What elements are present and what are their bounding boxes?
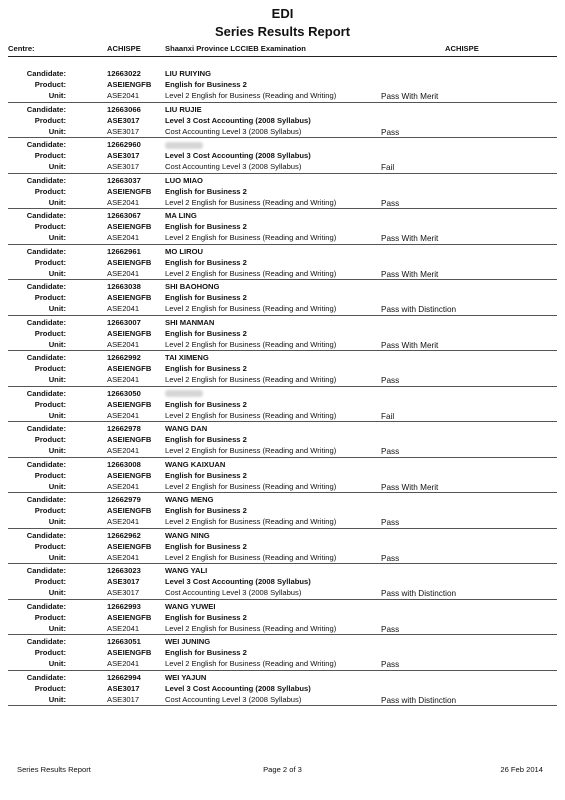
- unit-label: Unit:: [48, 339, 66, 349]
- product-row: [8, 399, 557, 410]
- product-row: [8, 292, 557, 303]
- unit-label: Unit:: [48, 623, 66, 633]
- product-label: Product:: [34, 399, 66, 409]
- candidate-record: [8, 529, 557, 565]
- unit-code: ASE2041: [107, 304, 140, 313]
- candidate-label: Candidate:: [26, 424, 66, 433]
- candidate-label: Candidate:: [26, 353, 66, 362]
- candidate-label: Candidate:: [26, 388, 66, 398]
- product-code: ASEIENGFB: [107, 257, 152, 267]
- product-label: Product:: [34, 470, 66, 480]
- unit-label: Unit:: [48, 375, 66, 384]
- result-grade: Pass with Distinction: [381, 305, 457, 314]
- candidate-name: LUO MIAO: [165, 175, 203, 185]
- unit-label: Unit:: [48, 517, 66, 526]
- product-name: Level 3 Cost Accounting (2008 Syllabus): [165, 115, 311, 125]
- product-code: ASE3017: [107, 577, 140, 586]
- product-label: Product:: [34, 328, 66, 338]
- product-name: English for Business 2: [165, 648, 247, 657]
- candidate-name: TAI XIMENG: [165, 353, 209, 362]
- product-label: Product:: [34, 577, 66, 586]
- product-row: [8, 79, 557, 90]
- candidate-label: Candidate:: [26, 69, 66, 78]
- result-grade: Fail: [381, 411, 395, 421]
- unit-code: ASE3017: [107, 126, 140, 136]
- product-row: [8, 363, 557, 374]
- product-code: ASEIENGFB: [107, 80, 152, 89]
- candidate-number: 12662962: [107, 530, 141, 540]
- unit-name: Level 2 English for Business (Reading and Writing): [165, 659, 337, 668]
- candidate-name: MA LING: [165, 211, 197, 220]
- unit-name: Level 2 English for Business (Reading and Writing): [165, 517, 337, 526]
- unit-name: Cost Accounting Level 3 (2008 Syllabus): [165, 694, 302, 704]
- candidate-number: 12663007: [107, 317, 141, 327]
- product-label: Product:: [34, 222, 66, 231]
- unit-row: [8, 516, 557, 527]
- product-code: ASEIENGFB: [107, 222, 152, 231]
- result-grade: Pass: [381, 127, 400, 137]
- product-label: Product:: [34, 151, 66, 160]
- candidate-number: 12663037: [107, 175, 141, 185]
- candidate-record: [8, 671, 557, 707]
- candidate-row: [8, 139, 557, 150]
- unit-code: ASE2041: [107, 375, 140, 384]
- product-code: ASE3017: [107, 683, 140, 693]
- candidate-record: [8, 280, 557, 316]
- candidate-record: [8, 209, 557, 245]
- candidate-label: Candidate:: [26, 601, 66, 611]
- unit-name: Level 2 English for Business (Reading and Writing): [165, 481, 337, 491]
- product-row: [8, 328, 557, 339]
- candidate-name: WEI YAJUN: [165, 672, 207, 682]
- product-row: [8, 576, 557, 587]
- candidate-name: SHI MANMAN: [165, 317, 215, 327]
- candidate-row: [8, 565, 557, 576]
- result-grade: Pass with Distinction: [381, 695, 457, 705]
- result-grade: Pass: [381, 553, 400, 563]
- candidate-name: WANG YALI: [165, 566, 208, 575]
- unit-row: [8, 126, 557, 137]
- candidate-record: [8, 316, 557, 352]
- unit-label: Unit:: [48, 694, 66, 704]
- report-title: EDI: [271, 6, 294, 21]
- unit-row: [8, 303, 557, 314]
- candidate-number: 12663023: [107, 566, 141, 575]
- product-name: Level 3 Cost Accounting (2008 Syllabus): [165, 577, 311, 586]
- candidate-name: WANG YUWEI: [165, 601, 216, 611]
- candidate-record: [8, 387, 557, 423]
- candidate-name: MO LIROU: [165, 246, 203, 256]
- candidate-number: 12662960: [107, 140, 141, 149]
- unit-row: [8, 339, 557, 350]
- unit-label: Unit:: [48, 162, 66, 171]
- candidate-number: 12663051: [107, 637, 141, 646]
- unit-row: [8, 197, 557, 208]
- candidate-label: Candidate:: [26, 566, 66, 575]
- candidate-row: [8, 388, 557, 399]
- product-code: ASEIENGFB: [107, 470, 152, 480]
- candidate-number: 12662994: [107, 672, 141, 682]
- product-row: [8, 115, 557, 126]
- product-row: [8, 434, 557, 445]
- product-name: English for Business 2: [165, 399, 247, 409]
- centre-label: Centre:: [8, 44, 35, 53]
- candidate-record: [8, 564, 557, 600]
- unit-name: Level 2 English for Business (Reading and Writing): [165, 91, 337, 100]
- candidate-number: 12662979: [107, 495, 141, 504]
- product-code: ASEIENGFB: [107, 399, 152, 409]
- product-name: Level 3 Cost Accounting (2008 Syllabus): [165, 151, 311, 160]
- unit-label: Unit:: [48, 126, 66, 136]
- unit-name: Level 2 English for Business (Reading and Writing): [165, 339, 337, 349]
- unit-code: ASE3017: [107, 694, 140, 704]
- candidate-number: 12663022: [107, 69, 141, 78]
- unit-code: ASE2041: [107, 623, 140, 633]
- header-divider: [8, 56, 557, 57]
- unit-name: Cost Accounting Level 3 (2008 Syllabus): [165, 588, 302, 597]
- product-code: ASEIENGFB: [107, 648, 152, 657]
- unit-code: ASE2041: [107, 268, 140, 278]
- candidate-row: [8, 494, 557, 505]
- candidate-label: Candidate:: [26, 246, 66, 256]
- candidate-row: [8, 672, 557, 683]
- unit-code: ASE3017: [107, 162, 140, 171]
- candidate-record: [8, 245, 557, 281]
- product-name: English for Business 2: [165, 612, 247, 622]
- candidate-row: [8, 246, 557, 257]
- product-name: English for Business 2: [165, 293, 247, 302]
- unit-row: [8, 90, 557, 101]
- product-label: Product:: [34, 612, 66, 622]
- candidate-label: Candidate:: [26, 459, 66, 469]
- candidate-name: [165, 388, 203, 399]
- product-name: English for Business 2: [165, 222, 247, 231]
- product-label: Product:: [34, 541, 66, 551]
- result-grade: Pass With Merit: [381, 234, 439, 243]
- candidate-label: Candidate:: [26, 317, 66, 327]
- candidate-label: Candidate:: [26, 140, 66, 149]
- product-label: Product:: [34, 80, 66, 89]
- product-code: ASEIENGFB: [107, 506, 152, 515]
- candidate-row: [8, 636, 557, 647]
- candidate-name: LIU RUIYING: [165, 69, 211, 78]
- candidate-row: [8, 281, 557, 292]
- candidate-row: [8, 317, 557, 328]
- unit-name: Level 2 English for Business (Reading and Writing): [165, 268, 337, 278]
- unit-row: [8, 374, 557, 385]
- candidate-row: [8, 210, 557, 221]
- candidate-number: 12663066: [107, 104, 141, 114]
- candidate-number: 12663067: [107, 211, 141, 220]
- candidate-number: 12662978: [107, 424, 141, 433]
- candidate-row: [8, 175, 557, 186]
- unit-label: Unit:: [48, 588, 66, 597]
- unit-row: [8, 268, 557, 279]
- candidate-number: 12663038: [107, 282, 141, 291]
- result-grade: Fail: [381, 163, 395, 172]
- product-name: English for Business 2: [165, 186, 247, 196]
- candidate-number: 12662993: [107, 601, 141, 611]
- product-label: Product:: [34, 435, 66, 444]
- results-list: [8, 67, 557, 706]
- candidate-record: [8, 458, 557, 494]
- candidate-number: 12663050: [107, 388, 141, 398]
- product-name: English for Business 2: [165, 257, 247, 267]
- product-row: [8, 470, 557, 481]
- product-code: ASE3017: [107, 151, 140, 160]
- unit-code: ASE3017: [107, 588, 140, 597]
- unit-row: [8, 552, 557, 563]
- product-label: Product:: [34, 293, 66, 302]
- product-row: [8, 683, 557, 694]
- unit-row: [8, 694, 557, 705]
- result-grade: Pass With Merit: [381, 92, 439, 101]
- candidate-name: WANG KAIXUAN: [165, 459, 226, 469]
- candidate-name: WANG NING: [165, 530, 210, 540]
- product-code: ASEIENGFB: [107, 612, 152, 622]
- footer-date: 26 Feb 2014: [500, 765, 543, 774]
- candidate-row: [8, 459, 557, 470]
- unit-label: Unit:: [48, 268, 66, 278]
- unit-row: [8, 587, 557, 598]
- unit-name: Level 2 English for Business (Reading and Writing): [165, 304, 337, 313]
- unit-name: Level 2 English for Business (Reading and Writing): [165, 410, 337, 420]
- candidate-label: Candidate:: [26, 282, 66, 291]
- candidate-name: [165, 139, 203, 150]
- product-code: ASEIENGFB: [107, 364, 152, 373]
- unit-row: [8, 410, 557, 421]
- candidate-record: [8, 174, 557, 210]
- unit-label: Unit:: [48, 446, 66, 455]
- unit-name: Cost Accounting Level 3 (2008 Syllabus): [165, 162, 302, 171]
- result-grade: Pass: [381, 624, 400, 634]
- unit-label: Unit:: [48, 233, 66, 242]
- exam-name: Shaanxi Province LCCIEB Examination: [165, 44, 306, 53]
- product-name: English for Business 2: [165, 80, 247, 89]
- candidate-name: LIU RUJIE: [165, 104, 202, 114]
- candidate-record: [8, 422, 557, 458]
- candidate-record: [8, 635, 557, 671]
- result-grade: Pass: [381, 376, 400, 385]
- product-code: ASEIENGFB: [107, 186, 152, 196]
- unit-name: Level 2 English for Business (Reading and Writing): [165, 375, 337, 384]
- candidate-name: WEI JUNING: [165, 637, 211, 646]
- unit-label: Unit:: [48, 197, 66, 207]
- product-name: English for Business 2: [165, 435, 247, 444]
- unit-code: ASE2041: [107, 410, 140, 420]
- product-code: ASEIENGFB: [107, 435, 152, 444]
- candidate-label: Candidate:: [26, 495, 66, 504]
- unit-row: [8, 161, 557, 172]
- candidate-row: [8, 530, 557, 541]
- product-code: ASEIENGFB: [107, 328, 152, 338]
- unit-row: [8, 623, 557, 634]
- unit-label: Unit:: [48, 304, 66, 313]
- candidate-row: [8, 68, 557, 79]
- unit-label: Unit:: [48, 659, 66, 668]
- product-row: [8, 541, 557, 552]
- unit-code: ASE2041: [107, 233, 140, 242]
- centre-code-right: ACHISPE: [445, 44, 479, 53]
- product-name: English for Business 2: [165, 541, 247, 551]
- result-grade: Pass With Merit: [381, 340, 439, 350]
- product-name: English for Business 2: [165, 328, 247, 338]
- candidate-number: 12662992: [107, 353, 141, 362]
- product-row: [8, 505, 557, 516]
- unit-code: ASE2041: [107, 517, 140, 526]
- candidate-label: Candidate:: [26, 211, 66, 220]
- product-label: Product:: [34, 506, 66, 515]
- result-grade: Pass With Merit: [381, 482, 439, 492]
- unit-row: [8, 445, 557, 456]
- candidate-number: 12662961: [107, 246, 141, 256]
- candidate-row: [8, 601, 557, 612]
- candidate-row: [8, 104, 557, 115]
- unit-row: [8, 232, 557, 243]
- unit-name: Level 2 English for Business (Reading and Writing): [165, 446, 337, 455]
- product-name: English for Business 2: [165, 506, 247, 515]
- candidate-name: WANG DAN: [165, 424, 208, 433]
- product-label: Product:: [34, 364, 66, 373]
- result-grade: Pass with Distinction: [381, 589, 457, 598]
- redacted-name: [165, 142, 203, 149]
- candidate-label: Candidate:: [26, 530, 66, 540]
- product-name: English for Business 2: [165, 364, 247, 373]
- unit-code: ASE2041: [107, 481, 140, 491]
- product-label: Product:: [34, 648, 66, 657]
- candidate-row: [8, 423, 557, 434]
- result-grade: Pass: [381, 518, 400, 527]
- candidate-name: SHI BAOHONG: [165, 282, 220, 291]
- product-code: ASEIENGFB: [107, 293, 152, 302]
- candidate-record: [8, 138, 557, 174]
- unit-label: Unit:: [48, 410, 66, 420]
- product-label: Product:: [34, 115, 66, 125]
- unit-name: Level 2 English for Business (Reading and Writing): [165, 233, 337, 242]
- unit-name: Cost Accounting Level 3 (2008 Syllabus): [165, 126, 302, 136]
- candidate-record: [8, 351, 557, 387]
- product-row: [8, 647, 557, 658]
- candidate-label: Candidate:: [26, 104, 66, 114]
- unit-row: [8, 481, 557, 492]
- product-label: Product:: [34, 683, 66, 693]
- candidate-record: [8, 103, 557, 139]
- candidate-record: [8, 67, 557, 103]
- candidate-record: [8, 493, 557, 529]
- unit-code: ASE2041: [107, 446, 140, 455]
- product-row: [8, 257, 557, 268]
- page-number: Page 2 of 3: [263, 765, 302, 774]
- result-grade: Pass: [381, 447, 400, 456]
- result-grade: Pass With Merit: [381, 269, 439, 279]
- result-grade: Pass: [381, 198, 400, 208]
- candidate-name: WANG MENG: [165, 495, 214, 504]
- unit-code: ASE2041: [107, 91, 140, 100]
- product-row: [8, 221, 557, 232]
- unit-code: ASE2041: [107, 659, 140, 668]
- unit-row: [8, 658, 557, 669]
- unit-name: Level 2 English for Business (Reading and Writing): [165, 623, 337, 633]
- product-row: [8, 612, 557, 623]
- redacted-name: [165, 390, 203, 397]
- product-row: [8, 186, 557, 197]
- report-subtitle: Series Results Report: [214, 24, 351, 39]
- unit-name: Level 2 English for Business (Reading and Writing): [165, 197, 337, 207]
- product-label: Product:: [34, 257, 66, 267]
- centre-code: ACHISPE: [107, 44, 141, 53]
- candidate-record: [8, 600, 557, 636]
- unit-code: ASE2041: [107, 552, 140, 562]
- candidate-label: Candidate:: [26, 175, 66, 185]
- product-label: Product:: [34, 186, 66, 196]
- unit-code: ASE2041: [107, 339, 140, 349]
- candidate-row: [8, 352, 557, 363]
- unit-code: ASE2041: [107, 197, 140, 207]
- product-name: English for Business 2: [165, 470, 247, 480]
- product-name: Level 3 Cost Accounting (2008 Syllabus): [165, 683, 311, 693]
- product-code: ASEIENGFB: [107, 541, 152, 551]
- unit-label: Unit:: [48, 552, 66, 562]
- footer-title: Series Results Report: [17, 765, 91, 774]
- candidate-number: 12663008: [107, 459, 141, 469]
- result-grade: Pass: [381, 660, 400, 669]
- unit-name: Level 2 English for Business (Reading and Writing): [165, 552, 337, 562]
- unit-label: Unit:: [48, 481, 66, 491]
- candidate-label: Candidate:: [26, 672, 66, 682]
- product-code: ASE3017: [107, 115, 140, 125]
- product-row: [8, 150, 557, 161]
- unit-label: Unit:: [48, 91, 66, 100]
- candidate-label: Candidate:: [26, 637, 66, 646]
